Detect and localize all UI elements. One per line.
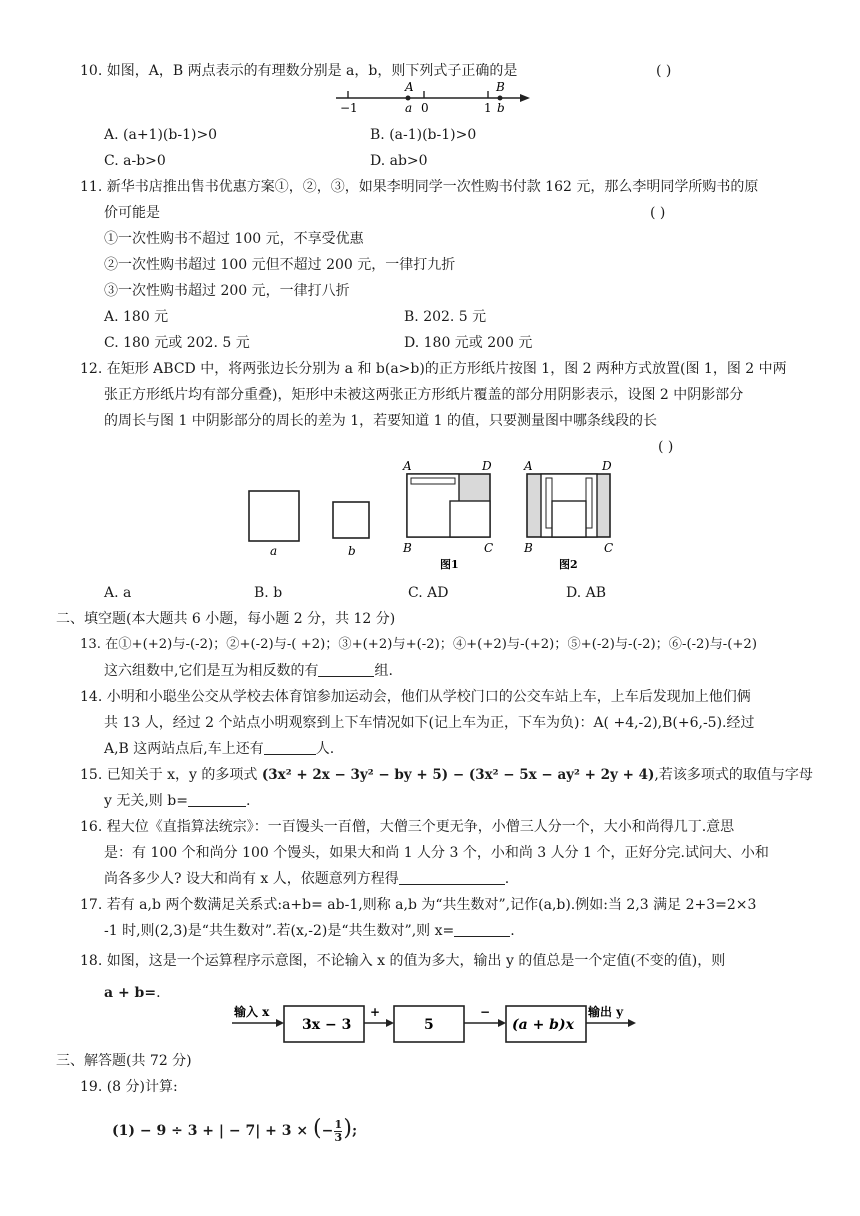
point-B-label: B: [496, 80, 505, 94]
flow-input-label: 输入 x: [234, 1005, 270, 1019]
square-b-label: b: [348, 544, 356, 558]
q11-item-1: ①一次性购书不超过 100 元，不享受优惠: [104, 231, 364, 247]
q13-line1: 13. 在①+(+2)与-(-2)；②+(-2)与-( +2)；③+(+2)与+(-2)；④+(+2)与-(+2)；⑤+(-2)与-(-2)；⑥-(-2)与-(+2): [80, 637, 757, 652]
q15-polynomial: (3x² + 2x − 3y² − by + 5) − (3x² − 5x − ay² + 2y + 4): [261, 767, 655, 783]
section-2-heading: 二、填空题(本大题共 6 小题，每小题 2 分，共 12 分): [56, 611, 396, 627]
q11-option-c: C. 180 元或 202. 5 元: [104, 335, 250, 351]
tick-minus-one: −1: [340, 101, 358, 115]
q18-line1: 18. 如图，这是一个运算程序示意图，不论输入 x 的值为多大，输出 y 的值总是一个定值(不变的值)，则: [80, 953, 726, 969]
q13-answer-blank[interactable]: [318, 662, 374, 677]
q12-line1: 12. 在矩形 ABCD 中，将两张边长分别为 a 和 b(a>b)的正方形纸片按图 1，图 2 两种方式放置(图 1，图 2 中两: [80, 361, 787, 377]
fig1-B: B: [403, 541, 412, 555]
q11-line2: 价可能是: [104, 205, 160, 221]
q12-answer-bracket: ( ): [658, 439, 674, 455]
q11-item-2: ②一次性购书超过 100 元但不超过 200 元，一律打九折: [104, 257, 456, 273]
tick-a: a: [405, 101, 413, 115]
q13-line2: 这六组数中,它们是互为相反数的有 组.: [104, 663, 393, 679]
fig1-D: D: [482, 459, 492, 473]
q15-line2: y 无关,则 b= .: [104, 793, 251, 809]
q10-number-line: [332, 80, 532, 116]
q15-line1: 15. 已知关于 x，y 的多项式 (3x² + 2x − 3y² − by + 5) − (3x² − 5x − ay² + 2y + 4),若该多项式的取值与字母: [80, 767, 813, 783]
q17-answer-blank[interactable]: [454, 922, 510, 937]
flow-box-2: 5: [424, 1017, 434, 1033]
q17-line2: -1 时,则(2,3)是“共生数对”.若(x,-2)是“共生数对”,则 x= .: [104, 923, 515, 939]
square-a-label: a: [270, 544, 278, 558]
fig2-caption: 图2: [559, 558, 578, 571]
tick-one: 1: [484, 101, 492, 115]
flow-op-minus: −: [480, 1005, 491, 1019]
q11-option-b: B. 202. 5 元: [404, 309, 487, 325]
q12-option-b: B. b: [254, 585, 283, 601]
q12-figures: [240, 456, 660, 576]
q12-option-c: C. AD: [408, 585, 449, 601]
fig2-A: A: [524, 459, 533, 473]
q10-option-c: C. a-b>0: [104, 153, 166, 169]
q18-flow-diagram: [228, 1000, 648, 1046]
q11-option-a: A. 180 元: [104, 309, 169, 325]
q11-answer-bracket: ( ): [650, 205, 666, 221]
q14-line1: 14. 小明和小聪坐公交从学校去体育馆参加运动会，他们从学校门口的公交车站上车，上车后发现加上他们俩: [80, 689, 751, 705]
q14-line2: 共 13 人，经过 2 个站点小明观察到上下车情况如下(记上车为正，下车为负)：A( +4,-2),B(+6,-5).经过: [104, 715, 755, 731]
fig2-B: B: [524, 541, 533, 555]
q18-line2: a + b=.: [104, 985, 161, 1001]
q15-answer-blank[interactable]: [188, 792, 246, 807]
q16-line3: 尚各多少人? 设大和尚有 x 人，依题意列方程得 .: [104, 871, 510, 887]
q10-answer-bracket: ( ): [656, 63, 672, 79]
fig2-C: C: [604, 541, 614, 555]
q10-option-d: D. ab>0: [370, 153, 428, 169]
q10-option-a: A. (a+1)(b-1)>0: [104, 127, 218, 143]
fig1-A: A: [403, 459, 412, 473]
q17-line1: 17. 若有 a,b 两个数满足关系式:a+b= ab-1,则称 a,b 为“共生数对”,记作(a,b).例如:当 2,3 满足 2+3=2×3: [80, 897, 757, 913]
tick-zero: 0: [421, 101, 429, 115]
q16-answer-blank[interactable]: [399, 870, 505, 885]
q14-answer-blank[interactable]: [264, 740, 316, 755]
q16-line2: 是：有 100 个和尚分 100 个馒头，如果大和尚 1 人分 3 个，小和尚 3 人分 1 个，正好分完.试问大、小和: [104, 845, 769, 861]
q16-line1: 16. 程大位《直指算法统宗》：一百馒头一百僧，大僧三个更无争，小僧三人分一个，大小和尚得几丁.意思: [80, 819, 735, 835]
point-A-label: A: [405, 80, 414, 94]
fig1-caption: 图1: [440, 558, 459, 571]
q12-option-a: A. a: [104, 585, 132, 601]
fig1-C: C: [484, 541, 494, 555]
q19-expression: (1) − 9 ÷ 3 + | − 7| + 3 × (− $\frac{1}{3}$ );: [112, 1116, 358, 1144]
q12-line2: 张正方形纸片均有部分重叠)，矩形中未被这两张正方形纸片覆盖的部分用阴影表示，设图 2 中阴影部分: [104, 387, 744, 403]
flow-output-label: 输出 y: [588, 1005, 624, 1019]
q10-text: 10. 如图，A，B 两点表示的有理数分别是 a，b，则下列式子正确的是: [80, 63, 518, 79]
flow-box-3: (a + b)x: [512, 1017, 574, 1033]
q11-item-3: ③一次性购书超过 200 元，一律打八折: [104, 283, 350, 299]
q11-line1: 11. 新华书店推出售书优惠方案①，②，③，如果李明同学一次性购书付款 162 元，那么李明同学所购书的原: [80, 179, 759, 195]
q12-option-d: D. AB: [566, 585, 607, 601]
section-3-heading: 三、解答题(共 72 分): [56, 1053, 192, 1069]
flow-box-1: 3x − 3: [302, 1017, 352, 1033]
q11-option-d: D. 180 元或 200 元: [404, 335, 533, 351]
fig2-D: D: [602, 459, 612, 473]
q19-title: 19. (8 分)计算:: [80, 1079, 178, 1095]
q10-option-b: B. (a-1)(b-1)>0: [370, 127, 477, 143]
q12-line3: 的周长与图 1 中阴影部分的周长的差为 1，若要知道 1 的值，只要测量图中哪条线段的长: [104, 413, 657, 429]
q14-line3: A,B 这两站点后,车上还有 人.: [104, 741, 335, 757]
flow-op-plus: +: [370, 1005, 381, 1019]
tick-b: b: [497, 101, 505, 115]
